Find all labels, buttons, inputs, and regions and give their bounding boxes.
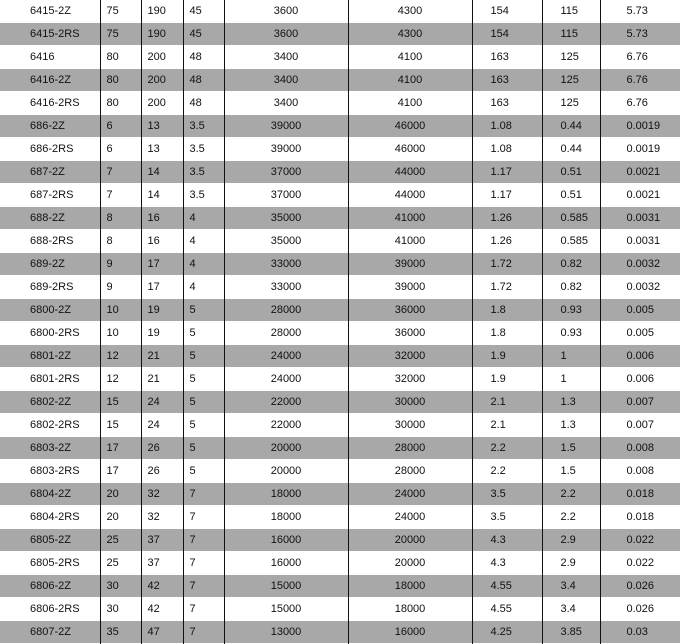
cell-static-load: 1.3 xyxy=(542,391,600,414)
cell-model: 6800-2Z xyxy=(0,299,100,322)
cell-outer-d: 13 xyxy=(141,115,183,138)
cell-grease-speed: 3400 xyxy=(224,46,348,69)
cell-bore-d: 20 xyxy=(100,506,141,529)
cell-dynamic-load: 1.26 xyxy=(472,230,542,253)
cell-static-load: 2.2 xyxy=(542,506,600,529)
table-row xyxy=(0,46,680,69)
cell-weight: 0.008 xyxy=(600,460,680,483)
cell-oil-speed: 18000 xyxy=(348,575,472,598)
cell-width-b: 5 xyxy=(183,345,224,368)
cell-dynamic-load: 1.17 xyxy=(472,184,542,207)
cell-outer-d: 42 xyxy=(141,598,183,621)
cell-model: 686-2Z xyxy=(0,115,100,138)
cell-model: 6804-2Z xyxy=(0,483,100,506)
cell-dynamic-load: 154 xyxy=(472,0,542,23)
table-row xyxy=(0,69,680,92)
cell-grease-speed: 39000 xyxy=(224,138,348,161)
cell-width-b: 3.5 xyxy=(183,184,224,207)
cell-dynamic-load: 1.9 xyxy=(472,368,542,391)
table-row xyxy=(0,391,680,414)
cell-outer-d: 26 xyxy=(141,437,183,460)
cell-bore-d: 25 xyxy=(100,552,141,575)
cell-weight: 6.76 xyxy=(600,46,680,69)
cell-dynamic-load: 1.08 xyxy=(472,115,542,138)
cell-oil-speed: 4100 xyxy=(348,46,472,69)
cell-static-load: 3.4 xyxy=(542,575,600,598)
table-row xyxy=(0,299,680,322)
cell-outer-d: 17 xyxy=(141,253,183,276)
cell-outer-d: 21 xyxy=(141,345,183,368)
cell-bore-d: 7 xyxy=(100,161,141,184)
cell-dynamic-load: 1.72 xyxy=(472,253,542,276)
cell-model: 6800-2RS xyxy=(30,327,80,339)
cell-oil-speed: 24000 xyxy=(348,483,472,506)
cell-oil-speed: 41000 xyxy=(348,230,472,253)
cell-dynamic-load: 4.25 xyxy=(472,621,542,644)
cell-oil-speed: 32000 xyxy=(348,368,472,391)
cell-outer-d: 24 xyxy=(141,414,183,437)
cell-grease-speed: 20000 xyxy=(224,460,348,483)
cell-grease-speed: 37000 xyxy=(224,184,348,207)
cell-width-b: 7 xyxy=(183,552,224,575)
cell-static-load: 0.82 xyxy=(542,276,600,299)
cell-outer-d: 190 xyxy=(141,23,183,46)
cell-oil-speed: 36000 xyxy=(348,322,472,345)
cell-bore-d: 7 xyxy=(100,184,141,207)
cell-outer-d: 47 xyxy=(141,621,183,644)
cell-bore-d: 30 xyxy=(100,575,141,598)
table-row xyxy=(0,345,680,368)
table-row xyxy=(0,598,680,621)
cell-static-load: 115 xyxy=(542,0,600,23)
cell-dynamic-load: 1.17 xyxy=(472,161,542,184)
cell-weight: 0.0032 xyxy=(600,276,680,299)
cell-width-b: 7 xyxy=(183,483,224,506)
cell-weight: 0.026 xyxy=(600,598,680,621)
cell-outer-d: 37 xyxy=(141,552,183,575)
cell-outer-d: 200 xyxy=(141,92,183,115)
cell-outer-d: 16 xyxy=(141,230,183,253)
cell-width-b: 3.5 xyxy=(183,161,224,184)
cell-static-load: 0.93 xyxy=(542,322,600,345)
cell-static-load: 0.44 xyxy=(542,115,600,138)
cell-grease-speed: 16000 xyxy=(224,552,348,575)
cell-oil-speed: 28000 xyxy=(348,437,472,460)
cell-static-load: 0.585 xyxy=(542,207,600,230)
table-row xyxy=(0,23,680,46)
cell-grease-speed: 28000 xyxy=(224,322,348,345)
cell-dynamic-load: 1.8 xyxy=(472,299,542,322)
cell-model: 688-2Z xyxy=(0,207,100,230)
cell-static-load: 1.3 xyxy=(542,414,600,437)
cell-static-load: 0.585 xyxy=(542,230,600,253)
cell-weight: 0.0031 xyxy=(600,230,680,253)
cell-static-load: 0.51 xyxy=(542,161,600,184)
cell-bore-d: 9 xyxy=(100,276,141,299)
cell-model: 6415-2Z xyxy=(30,5,71,17)
cell-model: 6806-2RS xyxy=(30,603,80,615)
cell-static-load: 1.5 xyxy=(542,437,600,460)
cell-dynamic-load: 163 xyxy=(472,69,542,92)
cell-width-b: 7 xyxy=(183,575,224,598)
cell-dynamic-load: 1.08 xyxy=(472,138,542,161)
cell-outer-d: 37 xyxy=(141,529,183,552)
table-row xyxy=(0,460,680,483)
cell-model: 6415-2RS xyxy=(0,23,100,46)
cell-grease-speed: 20000 xyxy=(224,437,348,460)
table-row xyxy=(0,552,680,575)
cell-outer-d: 14 xyxy=(141,161,183,184)
cell-width-b: 5 xyxy=(183,322,224,345)
cell-dynamic-load: 2.1 xyxy=(472,391,542,414)
cell-dynamic-load: 1.8 xyxy=(472,322,542,345)
cell-weight: 0.0031 xyxy=(600,207,680,230)
table-row xyxy=(0,276,680,299)
cell-weight: 0.006 xyxy=(600,345,680,368)
cell-model: 6804-2RS xyxy=(30,511,80,523)
cell-oil-speed: 41000 xyxy=(348,207,472,230)
cell-outer-d: 32 xyxy=(141,506,183,529)
cell-model: 687-2Z xyxy=(0,161,100,184)
cell-weight: 0.005 xyxy=(600,299,680,322)
cell-bore-d: 75 xyxy=(100,0,141,23)
cell-width-b: 45 xyxy=(183,0,224,23)
cell-width-b: 5 xyxy=(183,299,224,322)
cell-weight: 0.026 xyxy=(600,575,680,598)
cell-grease-speed: 28000 xyxy=(224,299,348,322)
cell-grease-speed: 35000 xyxy=(224,207,348,230)
cell-outer-d: 200 xyxy=(141,69,183,92)
cell-bore-d: 17 xyxy=(100,460,141,483)
cell-grease-speed: 37000 xyxy=(224,161,348,184)
table-row xyxy=(0,92,680,115)
cell-dynamic-load: 4.55 xyxy=(472,575,542,598)
cell-model: 6807-2Z xyxy=(0,621,100,644)
cell-model: 689-2RS xyxy=(30,281,74,293)
cell-oil-speed: 36000 xyxy=(348,299,472,322)
cell-static-load: 2.9 xyxy=(542,552,600,575)
cell-model: 6802-2Z xyxy=(0,391,100,414)
cell-oil-speed: 16000 xyxy=(348,621,472,644)
cell-oil-speed: 4300 xyxy=(348,23,472,46)
cell-oil-speed: 39000 xyxy=(348,253,472,276)
cell-dynamic-load: 2.1 xyxy=(472,414,542,437)
cell-model: 6806-2Z xyxy=(0,575,100,598)
cell-width-b: 45 xyxy=(183,23,224,46)
cell-grease-speed: 24000 xyxy=(224,368,348,391)
cell-bore-d: 15 xyxy=(100,391,141,414)
cell-static-load: 2.2 xyxy=(542,483,600,506)
cell-width-b: 5 xyxy=(183,437,224,460)
cell-weight: 0.008 xyxy=(600,437,680,460)
cell-outer-d: 26 xyxy=(141,460,183,483)
cell-weight: 0.007 xyxy=(600,391,680,414)
cell-grease-speed: 15000 xyxy=(224,598,348,621)
cell-bore-d: 10 xyxy=(100,322,141,345)
cell-bore-d: 15 xyxy=(100,414,141,437)
cell-model: 687-2RS xyxy=(30,189,74,201)
cell-bore-d: 80 xyxy=(100,69,141,92)
cell-grease-speed: 33000 xyxy=(224,253,348,276)
cell-dynamic-load: 4.3 xyxy=(472,529,542,552)
cell-outer-d: 21 xyxy=(141,368,183,391)
cell-static-load: 125 xyxy=(542,69,600,92)
cell-outer-d: 16 xyxy=(141,207,183,230)
cell-model: 686-2RS xyxy=(30,143,74,155)
cell-width-b: 4 xyxy=(183,276,224,299)
cell-model: 6801-2Z xyxy=(0,345,100,368)
cell-width-b: 4 xyxy=(183,230,224,253)
cell-width-b: 5 xyxy=(183,460,224,483)
cell-weight: 0.007 xyxy=(600,414,680,437)
cell-bore-d: 9 xyxy=(100,253,141,276)
cell-static-load: 0.93 xyxy=(542,299,600,322)
cell-weight: 0.0019 xyxy=(600,115,680,138)
cell-model: 6803-2RS xyxy=(30,465,80,477)
cell-model: 6416-2RS xyxy=(30,97,80,109)
cell-dynamic-load: 3.5 xyxy=(472,483,542,506)
cell-grease-speed: 3400 xyxy=(224,92,348,115)
table-row xyxy=(0,414,680,437)
cell-outer-d: 200 xyxy=(141,46,183,69)
table-row xyxy=(0,529,680,552)
cell-static-load: 125 xyxy=(542,92,600,115)
cell-static-load: 125 xyxy=(542,46,600,69)
cell-outer-d: 24 xyxy=(141,391,183,414)
cell-model: 6805-2RS xyxy=(30,557,80,569)
cell-weight: 0.022 xyxy=(600,552,680,575)
cell-outer-d: 19 xyxy=(141,299,183,322)
cell-outer-d: 19 xyxy=(141,322,183,345)
cell-width-b: 7 xyxy=(183,506,224,529)
cell-static-load: 3.4 xyxy=(542,598,600,621)
cell-oil-speed: 32000 xyxy=(348,345,472,368)
cell-model: 6802-2RS xyxy=(30,419,80,431)
cell-static-load: 2.9 xyxy=(542,529,600,552)
cell-bore-d: 80 xyxy=(100,46,141,69)
cell-dynamic-load: 2.2 xyxy=(472,437,542,460)
cell-oil-speed: 4300 xyxy=(348,0,472,23)
cell-model: 688-2RS xyxy=(30,235,74,247)
cell-weight: 6.76 xyxy=(600,92,680,115)
cell-grease-speed: 35000 xyxy=(224,230,348,253)
cell-width-b: 5 xyxy=(183,414,224,437)
cell-oil-speed: 30000 xyxy=(348,391,472,414)
cell-outer-d: 42 xyxy=(141,575,183,598)
cell-model: 6801-2RS xyxy=(30,373,80,385)
table-row xyxy=(0,0,680,23)
cell-oil-speed: 46000 xyxy=(348,115,472,138)
table-row xyxy=(0,115,680,138)
cell-static-load: 115 xyxy=(542,23,600,46)
cell-oil-speed: 24000 xyxy=(348,506,472,529)
cell-oil-speed: 4100 xyxy=(348,69,472,92)
cell-bore-d: 80 xyxy=(100,92,141,115)
cell-oil-speed: 4100 xyxy=(348,92,472,115)
cell-outer-d: 13 xyxy=(141,138,183,161)
cell-weight: 5.73 xyxy=(600,23,680,46)
cell-width-b: 3.5 xyxy=(183,115,224,138)
cell-dynamic-load: 2.2 xyxy=(472,460,542,483)
cell-bore-d: 6 xyxy=(100,115,141,138)
cell-oil-speed: 20000 xyxy=(348,552,472,575)
cell-weight: 0.0021 xyxy=(600,184,680,207)
cell-dynamic-load: 1.26 xyxy=(472,207,542,230)
cell-width-b: 5 xyxy=(183,368,224,391)
cell-width-b: 7 xyxy=(183,621,224,644)
table-row xyxy=(0,621,680,644)
cell-bore-d: 8 xyxy=(100,207,141,230)
cell-width-b: 5 xyxy=(183,391,224,414)
cell-bore-d: 8 xyxy=(100,230,141,253)
cell-static-load: 0.82 xyxy=(542,253,600,276)
cell-bore-d: 12 xyxy=(100,345,141,368)
cell-oil-speed: 44000 xyxy=(348,161,472,184)
cell-grease-speed: 18000 xyxy=(224,506,348,529)
cell-weight: 0.022 xyxy=(600,529,680,552)
cell-oil-speed: 28000 xyxy=(348,460,472,483)
cell-width-b: 48 xyxy=(183,46,224,69)
table-row xyxy=(0,575,680,598)
cell-static-load: 3.85 xyxy=(542,621,600,644)
cell-weight: 0.0032 xyxy=(600,253,680,276)
table-row xyxy=(0,161,680,184)
cell-oil-speed: 39000 xyxy=(348,276,472,299)
cell-outer-d: 17 xyxy=(141,276,183,299)
cell-dynamic-load: 163 xyxy=(472,46,542,69)
cell-bore-d: 17 xyxy=(100,437,141,460)
cell-model: 6416 xyxy=(30,51,55,63)
cell-static-load: 1 xyxy=(542,345,600,368)
cell-grease-speed: 3400 xyxy=(224,69,348,92)
cell-weight: 0.018 xyxy=(600,506,680,529)
cell-oil-speed: 46000 xyxy=(348,138,472,161)
cell-oil-speed: 20000 xyxy=(348,529,472,552)
cell-bore-d: 12 xyxy=(100,368,141,391)
cell-bore-d: 25 xyxy=(100,529,141,552)
cell-grease-speed: 16000 xyxy=(224,529,348,552)
cell-weight: 6.76 xyxy=(600,69,680,92)
cell-outer-d: 14 xyxy=(141,184,183,207)
cell-grease-speed: 3600 xyxy=(224,0,348,23)
cell-static-load: 1 xyxy=(542,368,600,391)
cell-oil-speed: 30000 xyxy=(348,414,472,437)
cell-width-b: 48 xyxy=(183,92,224,115)
cell-dynamic-load: 1.9 xyxy=(472,345,542,368)
cell-dynamic-load: 4.3 xyxy=(472,552,542,575)
cell-weight: 0.006 xyxy=(600,368,680,391)
cell-width-b: 4 xyxy=(183,207,224,230)
cell-weight: 0.0021 xyxy=(600,161,680,184)
table-row xyxy=(0,322,680,345)
cell-model: 689-2Z xyxy=(0,253,100,276)
cell-grease-speed: 22000 xyxy=(224,391,348,414)
table-row xyxy=(0,184,680,207)
cell-grease-speed: 18000 xyxy=(224,483,348,506)
table-row xyxy=(0,138,680,161)
table-row xyxy=(0,253,680,276)
cell-bore-d: 20 xyxy=(100,483,141,506)
cell-static-load: 0.44 xyxy=(542,138,600,161)
cell-grease-speed: 33000 xyxy=(224,276,348,299)
cell-width-b: 7 xyxy=(183,598,224,621)
cell-grease-speed: 22000 xyxy=(224,414,348,437)
cell-oil-speed: 44000 xyxy=(348,184,472,207)
cell-width-b: 7 xyxy=(183,529,224,552)
cell-weight: 0.005 xyxy=(600,322,680,345)
cell-outer-d: 32 xyxy=(141,483,183,506)
cell-bore-d: 30 xyxy=(100,598,141,621)
table-row xyxy=(0,506,680,529)
table-row xyxy=(0,483,680,506)
cell-bore-d: 6 xyxy=(100,138,141,161)
cell-grease-speed: 24000 xyxy=(224,345,348,368)
cell-weight: 5.73 xyxy=(600,0,680,23)
cell-dynamic-load: 4.55 xyxy=(472,598,542,621)
cell-dynamic-load: 3.5 xyxy=(472,506,542,529)
cell-weight: 0.03 xyxy=(600,621,680,644)
cell-static-load: 1.5 xyxy=(542,460,600,483)
table-row xyxy=(0,230,680,253)
cell-grease-speed: 13000 xyxy=(224,621,348,644)
table-row xyxy=(0,437,680,460)
cell-model: 6803-2Z xyxy=(0,437,100,460)
cell-weight: 0.018 xyxy=(600,483,680,506)
table-row xyxy=(0,368,680,391)
cell-grease-speed: 15000 xyxy=(224,575,348,598)
cell-bore-d: 10 xyxy=(100,299,141,322)
cell-width-b: 3.5 xyxy=(183,138,224,161)
table-row xyxy=(0,207,680,230)
cell-bore-d: 75 xyxy=(100,23,141,46)
cell-grease-speed: 39000 xyxy=(224,115,348,138)
cell-outer-d: 190 xyxy=(141,0,183,23)
cell-bore-d: 35 xyxy=(100,621,141,644)
cell-grease-speed: 3600 xyxy=(224,23,348,46)
cell-weight: 0.0019 xyxy=(600,138,680,161)
cell-model: 6805-2Z xyxy=(0,529,100,552)
cell-width-b: 4 xyxy=(183,253,224,276)
cell-dynamic-load: 154 xyxy=(472,23,542,46)
cell-oil-speed: 18000 xyxy=(348,598,472,621)
cell-static-load: 0.51 xyxy=(542,184,600,207)
cell-dynamic-load: 1.72 xyxy=(472,276,542,299)
cell-dynamic-load: 163 xyxy=(472,92,542,115)
cell-width-b: 48 xyxy=(183,69,224,92)
cell-model: 6416-2Z xyxy=(0,69,100,92)
